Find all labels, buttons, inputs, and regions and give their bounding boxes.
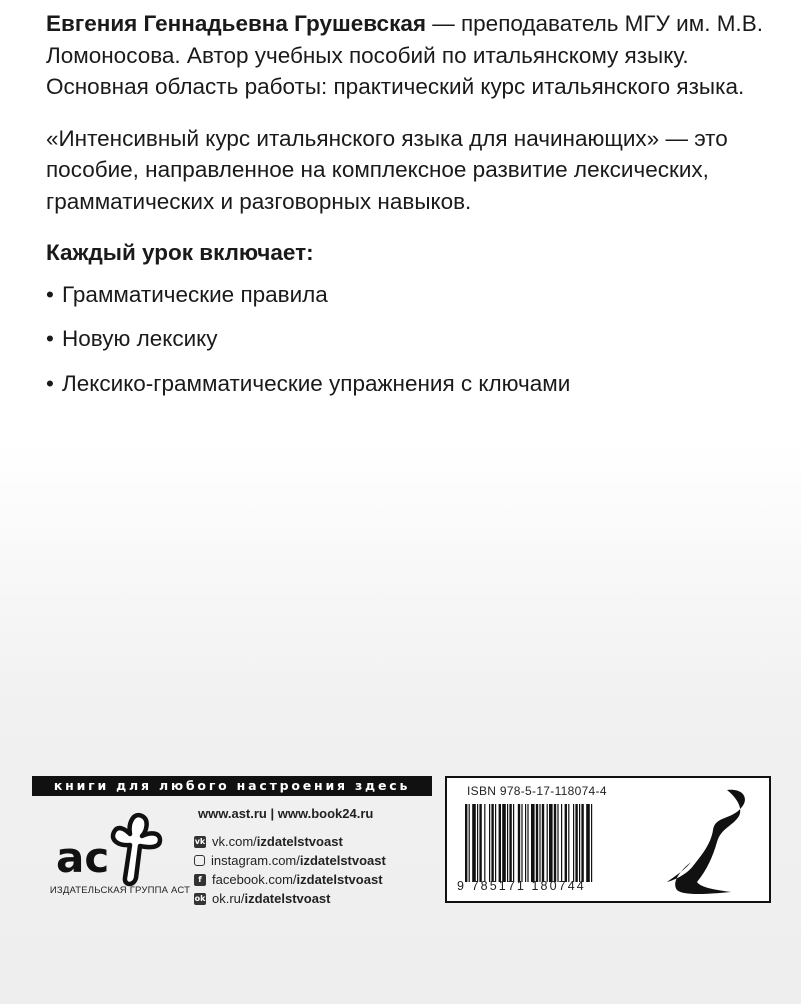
list-item xyxy=(46,279,766,311)
barcode-stripe xyxy=(472,804,476,882)
bullet-icon: • xyxy=(46,281,54,307)
barcode-stripe xyxy=(568,804,569,882)
list-item xyxy=(46,368,766,400)
barcode-stripe xyxy=(531,804,535,882)
barcode-stripe xyxy=(527,804,528,882)
bullet-icon: • xyxy=(46,370,54,396)
barcode-stripe xyxy=(554,804,556,882)
lessons-list xyxy=(46,279,766,400)
barcode-stripe xyxy=(557,804,558,882)
barcode-stripe xyxy=(479,804,481,882)
barcode-stripe xyxy=(484,804,485,882)
barcode-stripe xyxy=(521,804,522,882)
instagram-icon xyxy=(194,855,205,866)
imprint-label: ИЗДАТЕЛЬСКАЯ ГРУППА АСТ xyxy=(49,885,191,896)
social-prefix: ok.ru/ xyxy=(212,891,245,906)
barcode-stripe xyxy=(542,804,544,882)
barcode-stripe xyxy=(469,804,470,882)
barcode-stripe xyxy=(509,804,511,882)
author-paragraph xyxy=(46,8,766,103)
social-prefix: vk.com/ xyxy=(212,834,257,849)
barcode-stripe xyxy=(477,804,478,882)
social-links xyxy=(194,832,386,908)
tree-figure-icon xyxy=(113,815,160,884)
social-link-ok[interactable] xyxy=(194,889,386,908)
barcode-stripe xyxy=(573,804,574,882)
barcode-stripe xyxy=(502,804,506,882)
barcode-digits: 9 785171 180744 xyxy=(457,879,586,893)
barcode-stripe xyxy=(565,804,567,882)
logo-text: ac xyxy=(56,833,110,882)
barcode-stripe xyxy=(495,804,496,882)
barcode-stripe xyxy=(525,804,526,882)
barcode-stripe xyxy=(539,804,540,882)
barcode-stripe xyxy=(489,804,490,882)
social-prefix: facebook.com/ xyxy=(212,872,297,887)
barcode-panel xyxy=(445,776,771,903)
list-item xyxy=(46,323,766,355)
barcode-stripe xyxy=(518,804,520,882)
barcode-stripe xyxy=(507,804,508,882)
back-cover-text xyxy=(46,8,766,412)
lessons-heading: Каждый урок включает: xyxy=(46,240,314,265)
vk-icon: vk xyxy=(194,837,206,846)
barcode-stripe xyxy=(586,804,590,882)
list-item-text: Новую лексику xyxy=(62,326,218,351)
social-link-vk[interactable] xyxy=(194,832,386,851)
barcode-stripe xyxy=(513,804,514,882)
social-handle: izdatelstvoast xyxy=(299,853,386,868)
quill-logo-icon xyxy=(657,786,757,898)
barcode-stripe xyxy=(561,804,562,882)
barcode-stripe xyxy=(549,804,553,882)
odnoklassniki-icon: ok xyxy=(194,894,206,903)
barcode-stripe xyxy=(499,804,501,882)
social-link-facebook[interactable] xyxy=(194,870,386,889)
barcode-stripe xyxy=(536,804,538,882)
tagline-bar: книги для любого настроения здесь xyxy=(32,776,432,796)
book-description: «Интенсивный курс итальянского языка для начинающих» — это пособие, направленное на комплексное развитие лексических, грамматических и разговорных навыков. xyxy=(46,125,728,214)
social-handle: izdatelstvoast xyxy=(244,891,331,906)
websites[interactable]: www.ast.ru | www.book24.ru xyxy=(198,806,374,821)
bullet-icon: • xyxy=(46,326,54,351)
barcode-stripe xyxy=(465,804,467,882)
isbn-label: ISBN 978-5-17-118074-4 xyxy=(467,784,607,798)
social-link-instagram[interactable] xyxy=(194,851,386,870)
barcode-stripe xyxy=(579,804,580,882)
social-handle: izdatelstvoast xyxy=(256,834,343,849)
facebook-icon: f xyxy=(194,874,206,886)
author-name: Евгения Геннадьевна Грушевская xyxy=(46,11,426,36)
barcode-stripe xyxy=(591,804,592,882)
barcode-stripe xyxy=(581,804,583,882)
barcode-stripe xyxy=(491,804,493,882)
list-item-text: Лексико-грамматические упражнения с ключами xyxy=(62,370,571,396)
barcode-stripe xyxy=(547,804,548,882)
barcode xyxy=(465,804,640,882)
list-item-text: Грамматические правила xyxy=(62,281,328,307)
social-handle: izdatelstvoast xyxy=(296,872,383,887)
social-prefix: instagram.com/ xyxy=(211,853,300,868)
barcode-stripe xyxy=(575,804,577,882)
author-bio: — преподаватель МГУ им. М.В. Ломоносова. Автор учебных пособий по итальянскому языку. Основная область работы: практический курс итальянского языка. xyxy=(46,11,763,99)
